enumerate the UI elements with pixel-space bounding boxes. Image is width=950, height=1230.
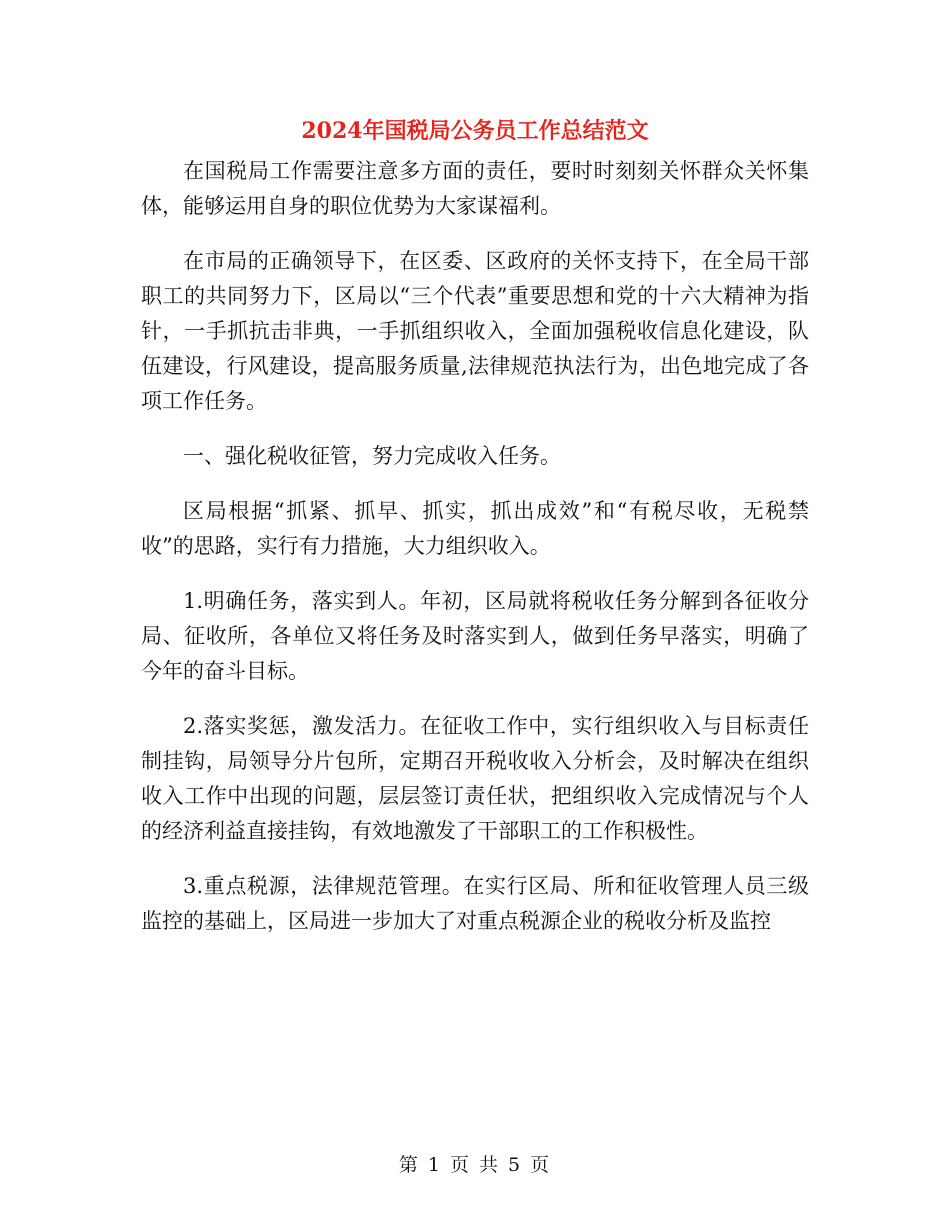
document-title: 2024年国税局公务员工作总结范文 (301, 118, 649, 144)
paragraph-item-2: 2.落实奖惩，激发活力。在征收工作中，实行组织收入与目标责任制挂钩，局领导分片包所，定期召开税收收入分析会，及时解决在组织收入工作中出现的问题，层层签订责任状，把组织收入完成情况与个人的经济利益直接挂钩，有效地激发了干部职工的工作积极性。 (141, 714, 809, 843)
paragraph-overview: 在市局的正确领导下，在区委、区政府的关怀支持下，在全局干部职工的共同努力下，区局以“三个代表”重要思想和党的十六大精神为指针，一手抓抗击非典，一手抓组织收入，全面加强税收信息化建设，队伍建设，行风建设，提高服务质量,法律规范执法行为，出色地完成了各项工作任务。 (141, 249, 809, 413)
section-heading-1: 一、强化税收征管，努力完成收入任务。 (183, 444, 561, 468)
paragraph-section-1-intro: 区局根据“抓紧、抓早、抓实，抓出成效”和“有税尽收，无税禁收”的思路，实行有力措施，大力组织收入。 (141, 499, 809, 558)
document-body (141, 154, 809, 959)
paragraph-item-1: 1.明确任务，落实到人。年初，区局就将税收任务分解到各征收分局、征收所，各单位又将任务及时落实到人，做到任务早落实，明确了今年的奋斗目标。 (141, 589, 809, 683)
paragraph-intro: 在国税局工作需要注意多方面的责任，要时时刻刻关怀群众关怀集体，能够运用自身的职位优势为大家谋福利。 (141, 159, 809, 218)
paragraph-item-3: 3.重点税源，法律规范管理。在实行区局、所和征收管理人员三级监控的基础上，区局进一步加大了对重点税源企业的税收分析及监控 (141, 874, 809, 933)
page-footer: 第 1 页 共 5 页 (398, 1154, 552, 1176)
